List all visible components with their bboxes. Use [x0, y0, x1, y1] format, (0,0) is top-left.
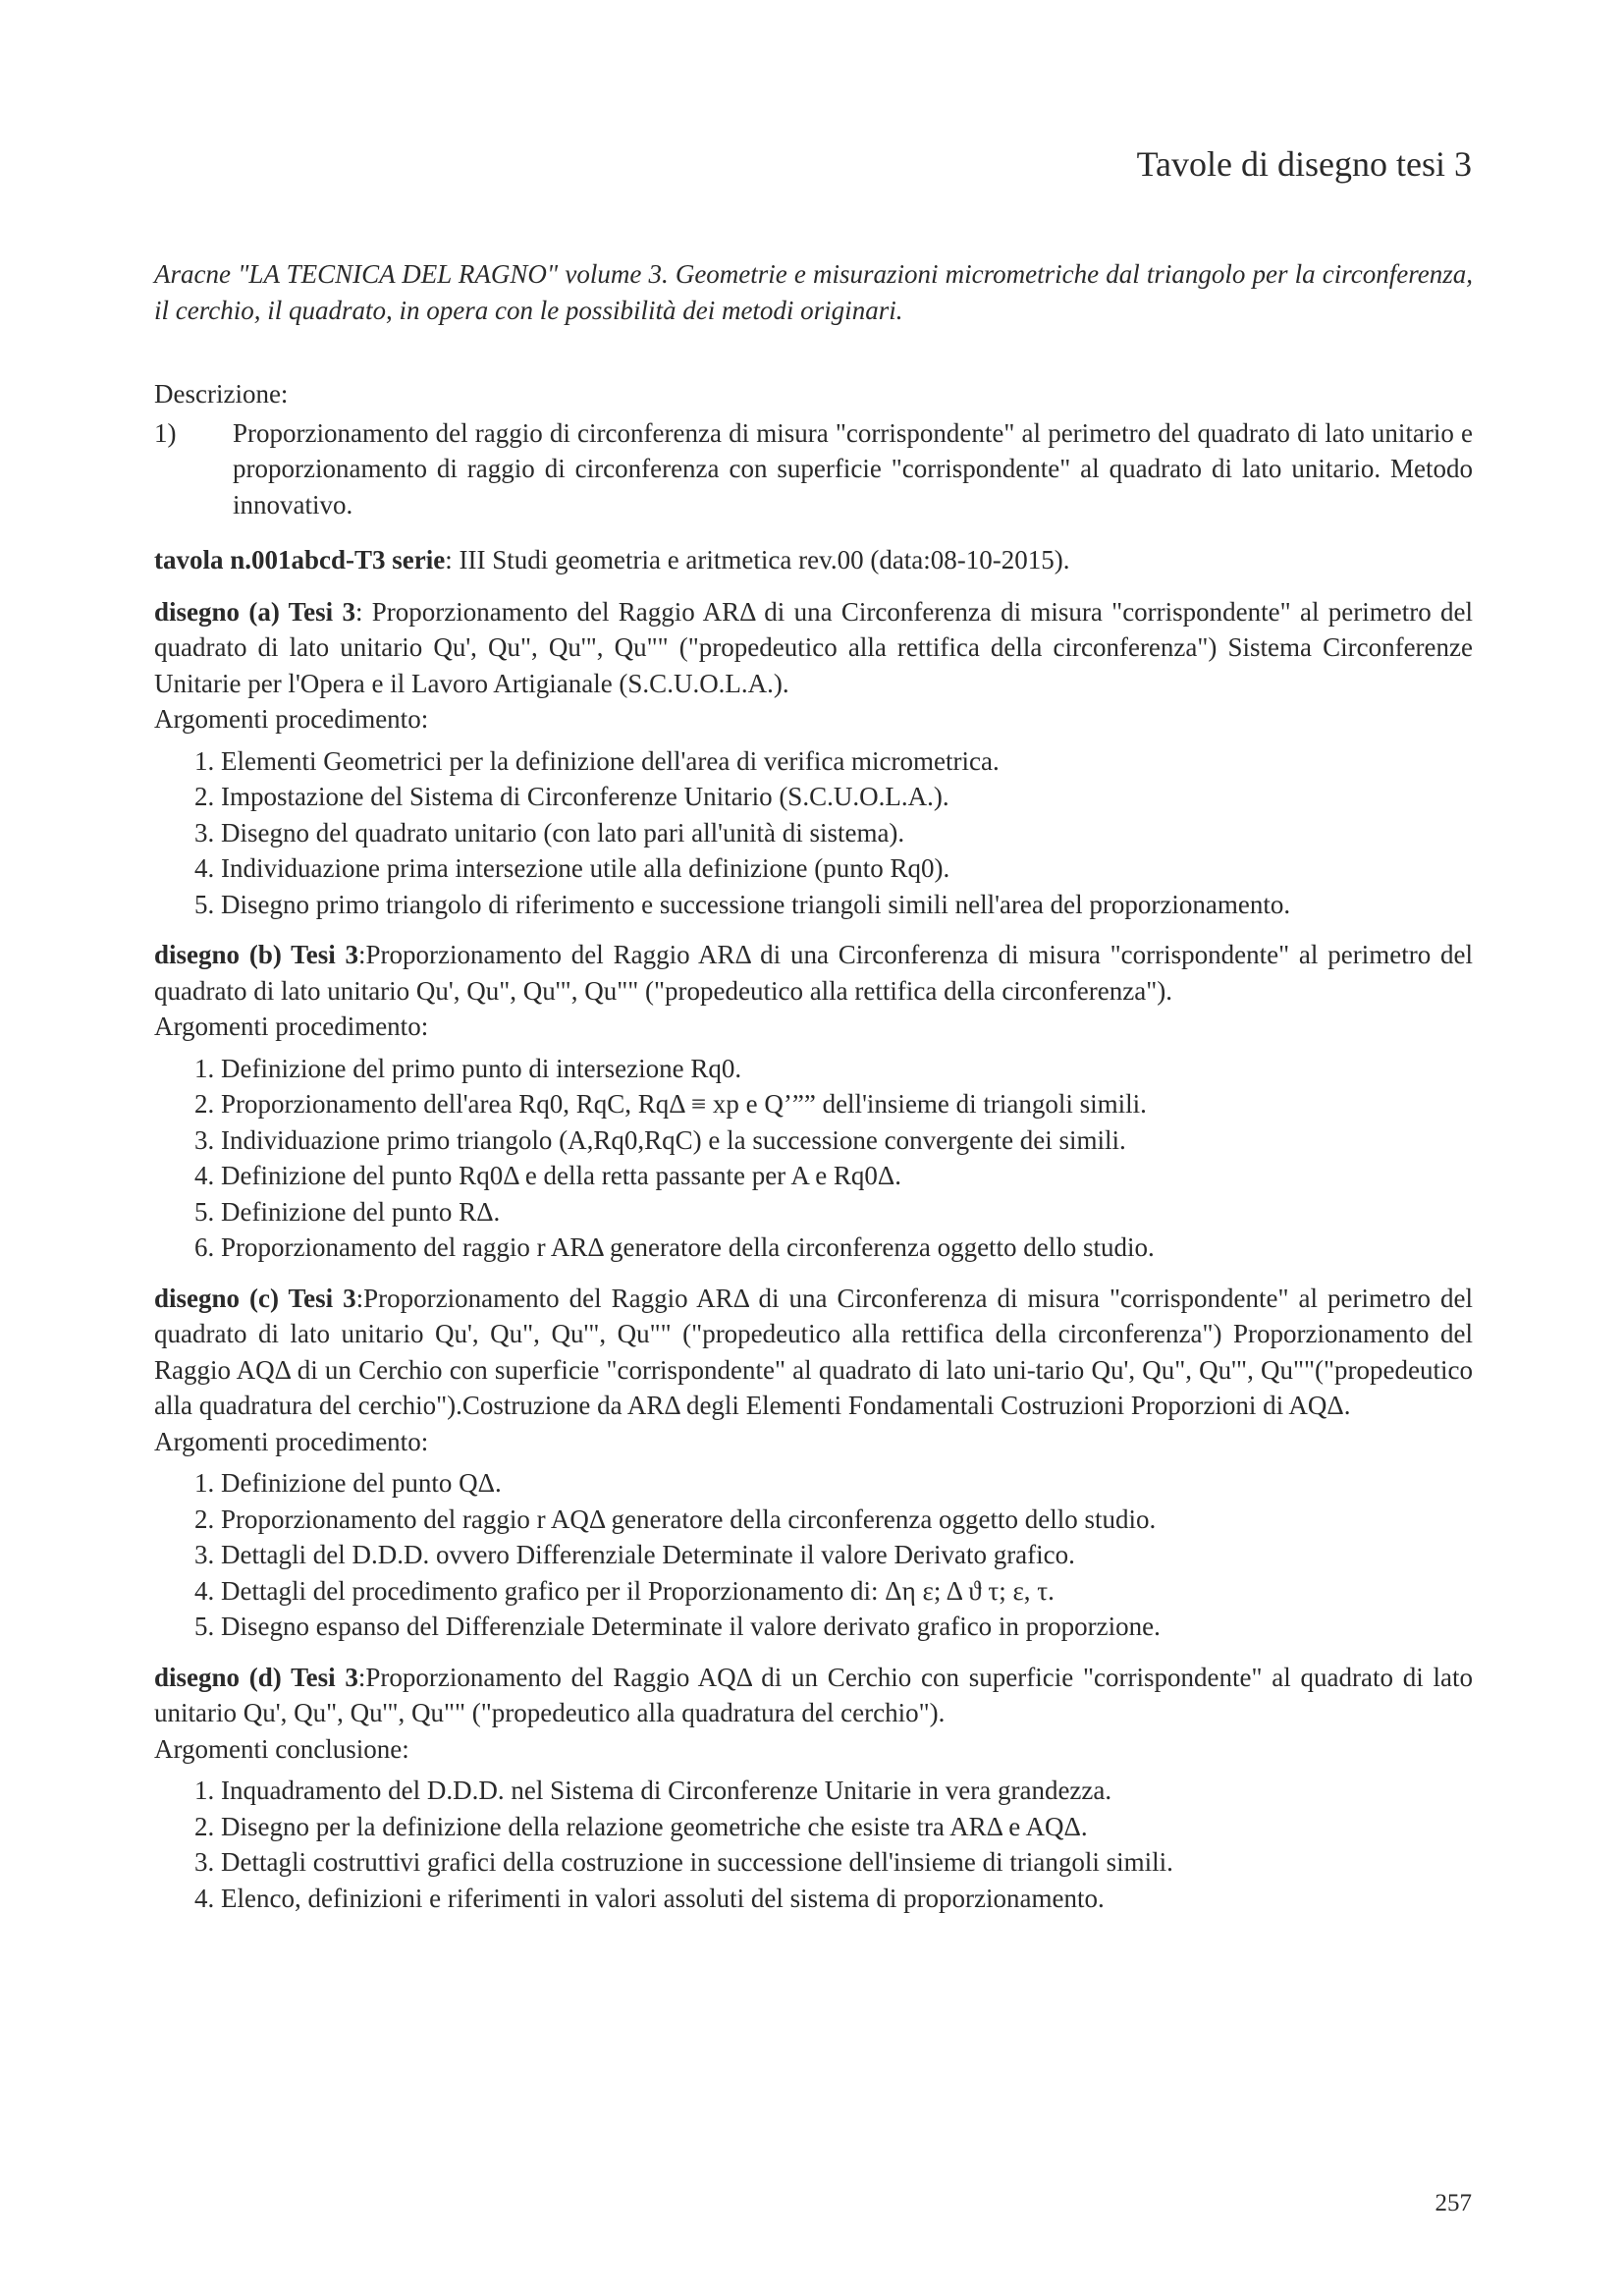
arguments-label: Argomenti procedimento: [154, 1426, 429, 1456]
arguments-list [154, 1051, 1473, 1266]
description-label: Descrizione: [154, 379, 289, 409]
list-item: 2. Proporzionamento dell'area Rq0, RqC, RqΔ ≡ xp e Q’”” dell'insieme di triangoli simili. [194, 1089, 1147, 1119]
arguments-list [154, 1465, 1473, 1645]
section-text: :Proporzionamento del Raggio ARΔ di una Circonferenza di misura "corrispondente" al perimetro del quadrato di lato unitario Qu', Qu", Qu'", Qu"" ("propedeutico alla rettifica della circonferenza") Proporzionamento del Raggio AQΔ di un Cerchio con superficie "corrispondente" al quadrato di lato uni-tario Qu', Qu", Qu'", Qu""("propedeutico alla quadratura del cerchio").Costruzione da ARΔ degli Elementi Fondamentali Costruzioni Proporzioni di AQΔ. [154, 1283, 1473, 1420]
list-item: 1. Definizione del primo punto di intersezione Rq0. [194, 1053, 742, 1083]
tavola-text: : III Studi geometria e aritmetica rev.00 (data:08-10-2015). [445, 545, 1070, 574]
running-header: Tavole di disegno tesi 3 [1136, 144, 1472, 184]
list-item: 4. Elenco, definizioni e riferimenti in valori assoluti del sistema di proporzionamento. [194, 1883, 1105, 1913]
list-item: 5. Disegno primo triangolo di riferimento e successione triangoli simili nell'area del proporzionamento. [194, 889, 1291, 919]
section-title: disegno (a) Tesi 3 [154, 596, 355, 627]
section-paragraph [154, 937, 1473, 1009]
section-disegno-d [154, 1660, 1473, 1917]
list-item: 3. Dettagli del D.D.D. ovvero Differenziale Determinate il valore Derivato grafico. [194, 1540, 1075, 1569]
list-item: 5. Definizione del punto RΔ. [194, 1196, 501, 1227]
arguments-label: Argomenti conclusione: [154, 1733, 409, 1764]
section-paragraph [154, 1660, 1473, 1731]
arguments-label: Argomenti procedimento: [154, 1011, 429, 1041]
list-item: 5. Disegno espanso del Differenziale Determinate il valore derivato grafico in proporzione. [194, 1612, 1161, 1641]
list-item: 1. Elementi Geometrici per la definizione dell'area di verifica micrometrica. [194, 745, 1000, 776]
arguments-list [154, 743, 1473, 923]
list-item: 4. Dettagli del procedimento grafico per il Proporzionamento di: Δη ε; Δ ϑ τ; ε, τ. [194, 1575, 1055, 1606]
description-item-number: 1) [154, 417, 177, 448]
list-item: 3. Dettagli costruttivi grafici della costruzione in successione dell'insieme di triangoli simili. [194, 1847, 1173, 1877]
section-paragraph [154, 1281, 1473, 1424]
list-item: 2. Proporzionamento del raggio r AQΔ generatore della circonferenza oggetto dello studio. [194, 1503, 1157, 1534]
list-item: 1. Inquadramento del D.D.D. nel Sistema di Circonferenze Unitarie in vera grandezza. [194, 1776, 1112, 1805]
section-text: :Proporzionamento del Raggio ARΔ di una Circonferenza di misura "corrispondente" al perimetro del quadrato di lato unitario Qu', Qu", Qu'", Qu"" ("propedeutico alla rettifica della circonferenza"). [154, 940, 1473, 1006]
arguments-label: Argomenti procedimento: [154, 704, 429, 734]
section-title: disegno (b) Tesi 3 [154, 940, 359, 969]
description-item [154, 415, 1473, 523]
section-disegno-b [154, 937, 1473, 1266]
list-item: 6. Proporzionamento del raggio r ARΔ generatore della circonferenza oggetto dello studio. [194, 1232, 1155, 1262]
list-item: 4. Definizione del punto Rq0Δ e della retta passante per A e Rq0Δ. [194, 1161, 902, 1190]
tavola-title: tavola n.001abcd-T3 serie [154, 545, 446, 574]
arguments-list [154, 1773, 1473, 1916]
section-disegno-c [154, 1281, 1473, 1645]
page-number: 257 [1435, 2190, 1472, 2216]
list-item: 3. Disegno del quadrato unitario (con lato pari all'unità di sistema). [194, 817, 905, 847]
list-item: 2. Disegno per la definizione della relazione geometriche che esiste tra ARΔ e AQΔ. [194, 1811, 1088, 1841]
list-item: 4. Individuazione prima intersezione utile alla definizione (punto Rq0). [194, 853, 950, 883]
list-item: 3. Individuazione primo triangolo (A,Rq0,RqC) e la successione convergente dei simili. [194, 1124, 1126, 1155]
section-title: disegno (c) Tesi 3 [154, 1283, 356, 1313]
section-title: disegno (d) Tesi 3 [154, 1662, 358, 1692]
description-item-text: Proporzionamento del raggio di circonferenza di misura "corrispondente" al perimetro del quadrato di lato unitario e proporzionamento di raggio di circonferenza con superficie "corrispondente" al quadrato di lato unitario. Metodo innovativo. [233, 417, 1473, 519]
main-content [154, 376, 1473, 1931]
intro-paragraph: Aracne "LA TECNICA DEL RAGNO" volume 3. Geometrie e misurazioni micrometriche dal triangolo per la circonferenza, il cerchio, il quadrato, in opera con le possibilità dei metodi originari. [154, 259, 1473, 325]
section-text: :Proporzionamento del Raggio AQΔ di un Cerchio con superficie "corrispondente" al quadrato di lato unitario Qu', Qu", Qu'", Qu"" ("propedeutico alla quadratura del cerchio"). [154, 1662, 1474, 1727]
section-paragraph [154, 594, 1473, 702]
tavola-line [154, 542, 1473, 578]
list-item: 2. Impostazione del Sistema di Circonferenze Unitario (S.C.U.O.L.A.). [194, 782, 949, 811]
section-disegno-a [154, 594, 1473, 923]
list-item: 1. Definizione del punto QΔ. [194, 1468, 502, 1498]
section-text: : Proporzionamento del Raggio ARΔ di una Circonferenza di misura "corrispondente" al perimetro del quadrato di lato unitario Qu', Qu", Qu'", Qu"" ("propedeutico alla rettifica della circonferenza") Sistema Circonferenze Unitarie per l'Opera e il Lavoro Artigianale (S.C.U.O.L.A.). [154, 596, 1473, 698]
